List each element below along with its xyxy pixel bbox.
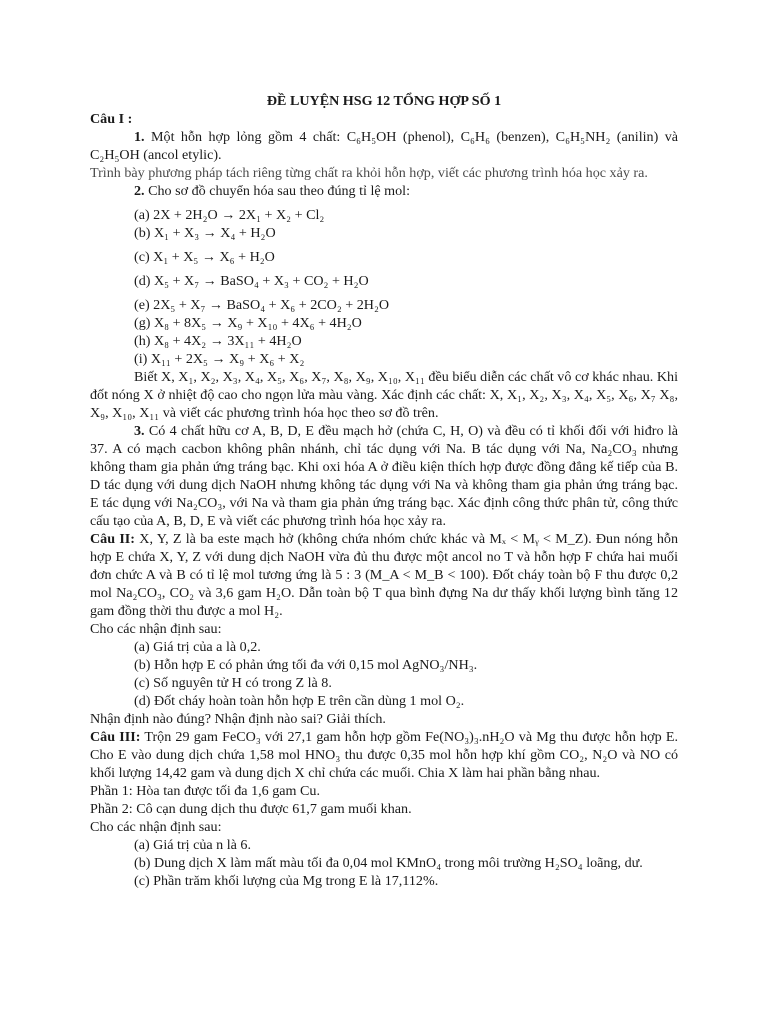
section-heading-cau-2: Câu II: — [90, 531, 135, 547]
cau-2-text: X, Y, Z là ba este mạch hở (không chứa nhóm chức khác và Mₓ < Mᵧ < M_Z). Đun nóng hỗn hợp E chứa X, Y, Z với dung dịch NaOH vừa đủ thu được một ancol no T và hỗn hợp F chứa hai muối đơn chức A và B có tỉ lệ mol tương ứng là 5 : 3 (M_A < M_B < 100). Đốt cháy toàn bộ F thu được 0,2 mol Na₂CO₃, CO₂ và 3,6 gam H₂O. Dẫn toàn bộ T qua bình đựng Na dư thấy khối lượng bình tăng 12 gam đồng thời thu được a mol H₂. — [90, 531, 679, 619]
cau-2-statement-a: (a) Giá trị của a là 0,2. — [134, 639, 261, 655]
question-2-label: 2. — [134, 183, 145, 199]
reaction-a: (a) 2X + 2H₂O → 2X₁ + X₂ + Cl₂ — [134, 207, 325, 223]
cau-2-statement-b: (b) Hỗn hợp E có phản ứng tối đa với 0,15 mol AgNO₃/NH₃. — [134, 657, 478, 673]
question-1-instruction: Trình bày phương pháp tách riêng từng chất ra khỏi hỗn hợp, viết các phương trình hóa học xảy ra. — [90, 165, 648, 181]
cau-2-question: Nhận định nào đúng? Nhận định nào sai? Giải thích. — [90, 711, 386, 727]
cau-3-statement-a: (a) Giá trị của n là 6. — [134, 837, 252, 853]
question-1-label: 1. — [134, 129, 145, 145]
reaction-e: (e) 2X₅ + X₇ → BaSO₄ + X₆ + 2CO₂ + 2H₂O — [134, 297, 390, 313]
document-title: ĐỀ LUYỆN HSG 12 TỔNG HỢP SỐ 1 — [266, 93, 502, 109]
question-2 — [90, 182, 678, 200]
section-cau-2 — [90, 530, 678, 620]
reaction-h: (h) X₈ + 4X₂ → 3X₁₁ + 4H₂O — [134, 333, 302, 349]
section-heading-cau-3: Câu III: — [90, 729, 141, 745]
reaction-g: (g) X₈ + 8X₅ → X₉ + X₁₀ + 4X₆ + 4H₂O — [134, 315, 362, 331]
reaction-b: (b) X₁ + X₃ → X₄ + H₂O — [134, 225, 276, 241]
cau-3-statement-b: (b) Dung dịch X làm mất màu tối đa 0,04 mol KMnO₄ trong môi trường H₂SO₄ loãng, dư. — [134, 855, 643, 871]
cau-3-intro: Cho các nhận định sau: — [90, 819, 222, 835]
cau-3-text: Trộn 29 gam FeCO₃ với 27,1 gam hỗn hợp gồm Fe(NO₃)₃.nH₂O và Mg thu được hỗn hợp E. Cho E vào dung dịch chứa 1,58 mol HNO₃ thu được 0,35 mol hỗn hợp khí gồm CO₂, N₂O và NO có khối lượng 14,42 gam và dung dịch X chỉ chứa các muối. Chia X làm hai phần bằng nhau. — [90, 729, 679, 781]
question-3-text: Có 4 chất hữu cơ A, B, D, E đều mạch hở (chứa C, H, O) và đều có tỉ khối đối với hiđro là 37. A có mạch cacbon không phân nhánh, chỉ tác dụng với Na. B tác dụng với Na, Na₂CO₃ nhưng không tham gia phản ứng tráng bạc. Khi oxi hóa A ở điều kiện thích hợp được đồng đẳng kế tiếp của B. D tác dụng với dung dịch NaOH nhưng không tác dụng với Na và không tham gia phản ứng tráng bạc. E tác dụng với Na₂CO₃, với Na và tham gia phản ứng tráng bạc. Xác định công thức phân tử, công thức cấu tạo của A, B, D, E và viết các phương trình hóa học xảy ra. — [90, 423, 678, 529]
document-body — [90, 92, 678, 890]
cau-3-part-2: Phần 2: Cô cạn dung dịch thu được 61,7 gam muối khan. — [90, 801, 412, 817]
question-1 — [90, 128, 678, 164]
cau-3-statement-c: (c) Phần trăm khối lượng của Mg trong E là 17,112%. — [134, 873, 439, 889]
question-2-text: Cho sơ đồ chuyển hóa sau theo đúng tỉ lệ mol: — [144, 183, 410, 199]
cau-2-statement-c: (c) Số nguyên tử H có trong Z là 8. — [134, 675, 332, 691]
cau-2-intro: Cho các nhận định sau: — [90, 621, 222, 637]
reaction-c: (c) X₁ + X₅ → X₆ + H₂O — [134, 249, 275, 265]
question-3 — [90, 422, 678, 530]
cau-2-statement-d: (d) Đốt cháy hoàn toàn hỗn hợp E trên cần dùng 1 mol O₂. — [134, 693, 465, 709]
reaction-i: (i) X₁₁ + 2X₅ → X₉ + X₆ + X₂ — [134, 351, 305, 367]
question-2-description: Biết X, X₁, X₂, X₃, X₄, X₅, X₆, X₇, X₈, X₉, X₁₀, X₁₁ đều biểu diễn các chất vô cơ khác nhau. Khi đốt nóng X ở nhiệt độ cao cho ngọn lửa màu vàng. Xác định các chất: X, X₁, X₂, X₃, X₄, X₅, X₆, X₇ X₈, X₉, X₁₀, X₁₁ và viết các phương trình hóa học theo sơ đồ trên. — [90, 369, 678, 421]
section-cau-3 — [90, 728, 678, 782]
question-3-label: 3. — [134, 423, 145, 439]
cau-3-part-1: Phần 1: Hòa tan được tối đa 1,6 gam Cu. — [90, 783, 320, 799]
reaction-d: (d) X₅ + X₇ → BaSO₄ + X₃ + CO₂ + H₂O — [134, 273, 369, 289]
section-heading-cau-1: Câu I : — [90, 111, 133, 127]
question-1-text: Một hỗn hợp lỏng gồm 4 chất: C₆H₅OH (phenol), C₆H₆ (benzen), C₆H₅NH₂ (anilin) và C₂H₅OH (ancol etylic). — [90, 129, 678, 163]
